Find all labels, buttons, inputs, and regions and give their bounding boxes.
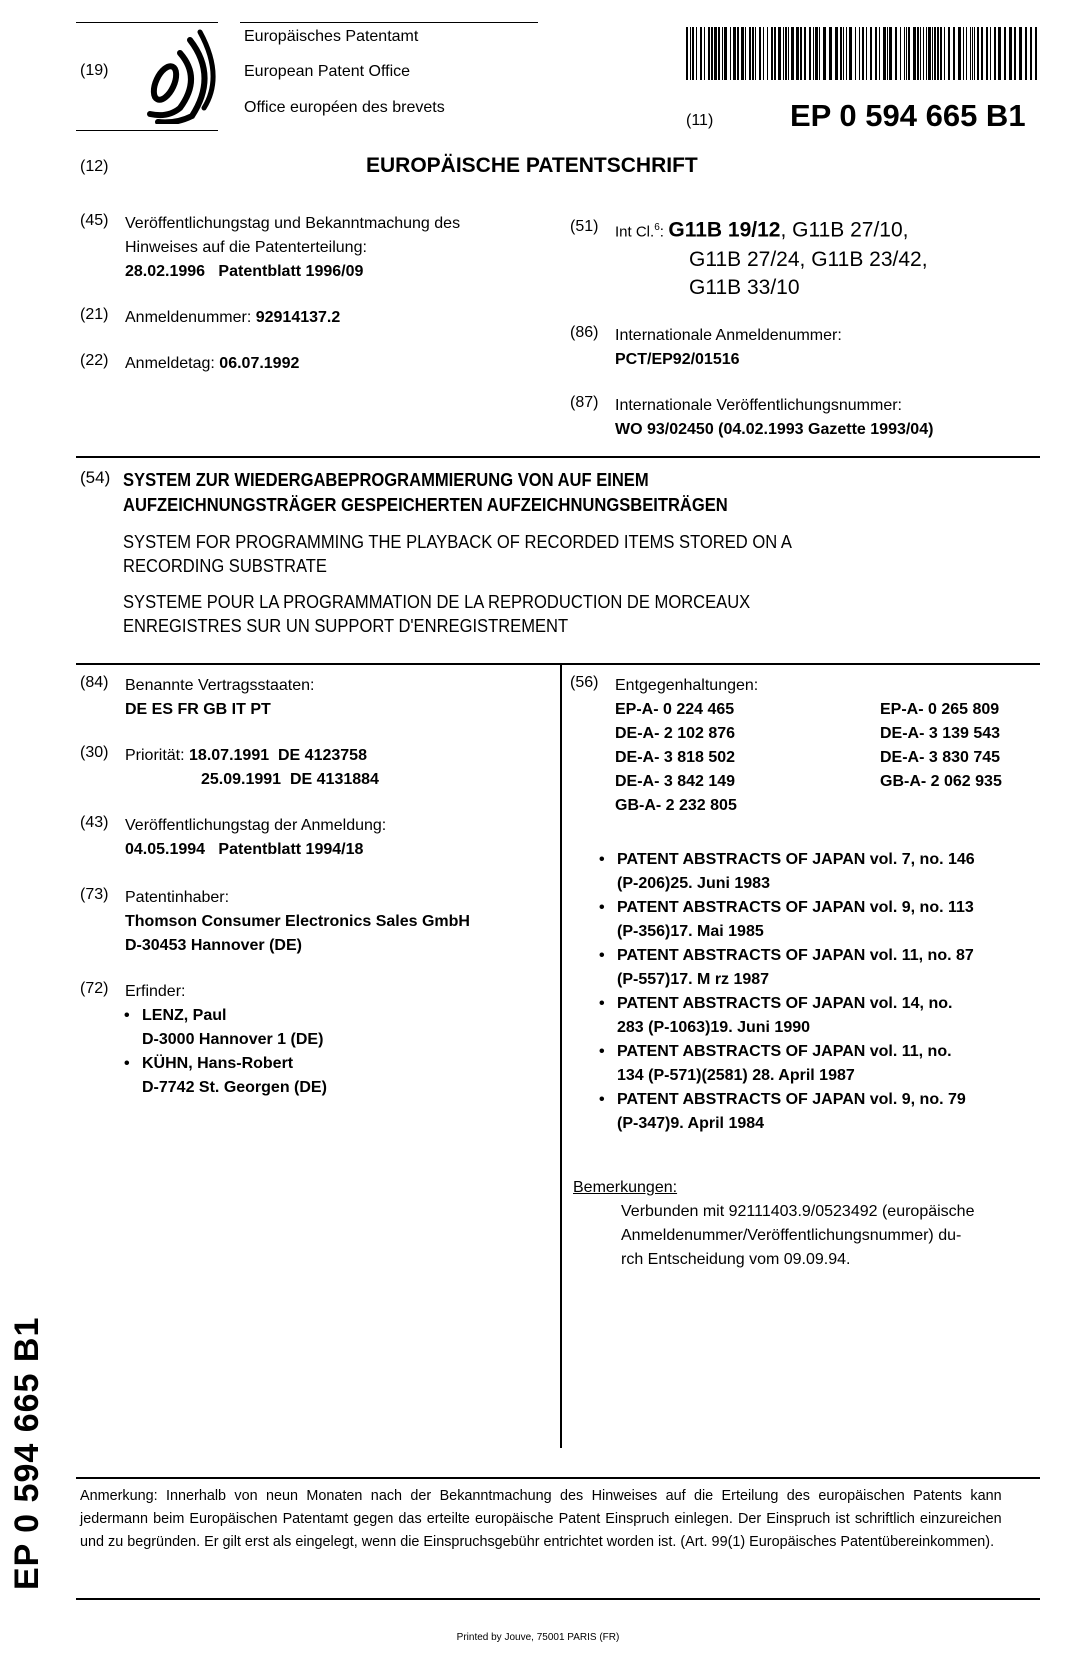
barcode-bar [823,27,826,80]
barcode-bar [755,27,756,80]
abstract-line1: • PATENT ABSTRACTS OF JAPAN vol. 9, no. 113 [617,899,974,916]
section-code: (56) [570,674,599,691]
code-11: (11) [686,112,714,129]
barcode-bar [940,27,942,80]
s87-label: Internationale Veröffentlichungsnummer: [615,397,902,414]
barcode-bar [771,27,773,80]
header-rule-left-top [76,22,218,23]
document-type: EUROPÄISCHE PATENTSCHRIFT [366,154,698,177]
citation: EP-A- 0 224 465 [615,701,735,718]
divider-middle [76,663,1040,665]
s86-value: PCT/EP92/01516 [615,351,740,368]
barcode-bar [937,27,939,80]
title-de-line1: SYSTEM ZUR WIEDERGABEPROGRAMMIERUNG VON AUF EINEM [123,470,649,490]
barcode-bar [819,27,820,80]
s87-value: WO 93/02450 (04.02.1993 Gazette 1993/04) [615,421,934,438]
barcode-bar [1014,27,1016,80]
barcode-bar [788,27,789,80]
section-code: (45) [80,212,109,229]
barcode-bar [759,27,761,80]
section-code: (54) [80,468,111,487]
barcode-bar [749,27,751,80]
barcode-bar [966,27,967,80]
abstract-item [595,944,975,992]
citation-grid [615,698,1076,818]
citation [880,794,1076,818]
barcode-bar [722,27,723,80]
title-en-line2: RECORDING SUBSTRATE [123,556,327,576]
barcode-bar [843,27,844,80]
citation: DE-A- 3 842 149 [615,773,736,790]
barcode-bar [1035,27,1037,80]
section-code: (30) [80,744,109,761]
barcode-bar [774,27,776,80]
barcode-bar [934,27,936,80]
barcode-bar [889,27,892,80]
barcode-bar [785,27,787,80]
barcode-bar [1019,27,1022,80]
s22-value: 06.07.1992 [219,355,300,372]
s56-label: Entgegenhaltungen: [615,677,759,694]
barcode-bar [835,27,838,80]
office-name-en: European Patent Office [244,63,411,80]
barcode-bar [974,27,975,80]
barcode-bar [900,27,901,80]
barcode-bar [1004,27,1006,80]
barcode-bar [855,27,856,80]
section-code: (73) [80,886,109,903]
barcode-bar [800,27,802,80]
barcode-bar [724,27,727,80]
header-rule-mid [240,22,538,23]
s51-primary: G11B 19/12 [668,218,781,242]
section-code: (84) [80,674,109,691]
barcode-bar [948,27,950,80]
sidebar-publication-number: EP 0 594 665 B1 [8,1316,46,1590]
remarks [573,1176,974,1272]
barcode-bar [1025,27,1027,80]
section-code: (51) [570,218,599,235]
barcode-bar [928,27,931,80]
barcode-bar [875,27,877,80]
barcode-bar [714,27,717,80]
barcode-bar [700,27,702,80]
barcode-bar [686,27,688,80]
abstract-line1: • PATENT ABSTRACTS OF JAPAN vol. 9, no. 79 [617,1091,966,1108]
barcode-bar [752,27,754,80]
s45-date: 28.02.1996 [125,263,206,280]
barcode-bar [767,27,768,80]
barcode-bar [862,27,864,80]
s51-label: Int Cl. [615,223,655,241]
s45-label-line1: Veröffentlichungstag und Bekanntmachung des [125,215,461,232]
barcode-bar [953,27,955,80]
citation: GB-A- 2 232 805 [615,797,737,814]
barcode-bar [1030,27,1032,80]
barcode-bar [963,27,964,80]
divider-top [76,456,1040,458]
citation: DE-A- 3 818 502 [615,749,736,766]
citation: DE-A- 3 830 745 [880,749,1001,766]
barcode-bar [887,27,888,80]
s21-label: Anmeldenummer: [125,309,252,326]
title-en-line1: SYSTEM FOR PROGRAMMING THE PLAYBACK OF RECORDED ITEMS STORED ON A [123,532,792,552]
s73-address: D-30453 Hannover (DE) [125,937,302,954]
section-code: (86) [570,324,599,341]
barcode-bar [994,27,996,80]
section-code: (43) [80,814,109,831]
barcode-bar [796,27,799,80]
remarks-line1: Verbunden mit 92111403.9/0523492 (europäische [621,1203,975,1220]
barcode-bar [908,27,910,80]
s73-label: Patentinhaber: [125,889,230,906]
s43-label: Veröffentlichungstag der Anmeldung: [125,817,387,834]
barcode-bar [846,27,847,80]
remarks-line2: Anmeldenummer/Veröffentlichungsnummer) du- [621,1227,962,1244]
abstract-line1: • PATENT ABSTRACTS OF JAPAN vol. 14, no. [617,995,953,1012]
barcode-bar [730,27,731,80]
citation: GB-A- 2 062 935 [880,773,1002,790]
barcode-bar [990,27,991,80]
barcode-bar [778,27,781,80]
barcode-icon [686,27,1040,80]
section-code: (22) [80,352,109,369]
s30-date-2: 25.09.1991 [201,771,282,788]
inventor-item [120,1004,327,1052]
s30-label: Priorität: [125,747,185,764]
barcode-bar [849,27,852,80]
barcode-bar [741,27,744,80]
barcode-bar [958,27,961,80]
section-code: (87) [570,394,599,411]
barcode-bar [917,27,919,80]
s51-line3: G11B 33/10 [689,276,800,300]
header-rule-left-bottom [76,130,218,131]
title-fr-line1: SYSTEME POUR LA PROGRAMMATION DE LA REPRODUCTION DE MORCEAUX [123,592,751,612]
abstract-item [595,1040,975,1088]
s21-value: 92914137.2 [255,309,341,326]
barcode-bar [970,27,971,80]
barcode-bar [815,27,818,80]
barcode-bar [783,27,784,80]
s30-number-1: DE 4123758 [278,747,367,764]
office-name-de: Europäisches Patentamt [244,28,419,45]
abstract-item [595,848,975,896]
barcode-bar [883,27,886,80]
s73-name: Thomson Consumer Electronics Sales GmbH [125,913,470,930]
barcode-bar [981,27,983,80]
abstract-line2: (P-557)17. M rz 1987 [617,971,770,988]
barcode-bar [944,27,945,80]
inventor-name: • LENZ, Paul [142,1007,227,1024]
divider-footer [76,1598,1040,1600]
barcode-bar [690,27,691,80]
barcode-bar [913,27,916,80]
barcode-bar [923,27,924,80]
inventor-item [120,1052,327,1100]
s84-value: DE ES FR GB IT PT [125,701,271,718]
s51-rest-line1: , G11B 27/10, [780,218,909,242]
office-name-fr: Office européen des brevets [244,99,445,116]
patent-abstracts-list [595,848,975,1136]
abstract-item [595,1088,975,1136]
section-code: (21) [80,306,109,323]
barcode-bar [829,27,832,80]
s86-label: Internationale Anmeldenummer: [615,327,842,344]
barcode-bar [763,27,764,80]
barcode-bar [704,27,705,80]
barcode-bar [906,27,907,80]
divider-bottom [76,1477,1040,1479]
barcode-bar [791,27,794,80]
abstract-line1: • PATENT ABSTRACTS OF JAPAN vol. 11, no. [617,1043,952,1060]
barcode-bar [813,27,814,80]
s72-label: Erfinder: [125,983,186,1000]
s43-bulletin: Patentblatt 1994/18 [218,841,364,858]
column-divider [560,664,562,1448]
barcode-bar [737,27,739,80]
barcode-bar [1009,27,1012,80]
barcode-bar [840,27,842,80]
barcode-bar [859,27,860,80]
barcode-bar [733,27,736,80]
inventor-address: D-3000 Hannover 1 (DE) [142,1031,324,1048]
s30-date-1: 18.07.1991 [189,747,270,764]
epo-logo-icon [140,28,220,124]
barcode-bar [879,27,880,80]
s30-number-2: DE 4131884 [289,771,379,788]
barcode-bar [895,27,897,80]
printed-by: Printed by Jouve, 75001 PARIS (FR) [456,1632,620,1643]
title-fr-line2: ENREGISTRES SUR UN SUPPORT D'ENREGISTREMENT [123,616,569,636]
barcode-bar [809,27,811,80]
barcode-bar [998,27,1001,80]
barcode-bar [866,27,867,80]
s84-label: Benannte Vertragsstaaten: [125,677,315,694]
abstract-line2: (P-206)25. Juni 1983 [617,875,770,892]
citation: EP-A- 0 265 809 [880,701,1000,718]
barcode-bar [904,27,905,80]
code-12: (12) [80,158,109,175]
barcode-bar [932,27,933,80]
barcode-bar [696,27,697,80]
barcode-bar [804,27,806,80]
barcode-bar [711,27,713,80]
s22-label: Anmeldetag: [125,355,215,372]
barcode-bar [708,27,710,80]
barcode-bar [745,27,746,80]
remarks-heading: Bemerkungen: [573,1179,678,1196]
legal-note: Anmerkung: Innerhalb von neun Monaten nach der Bekanntmachung des Hinweises auf die Erteilung des europäischen Patents kann jedermann beim Europäischen Patentamt gegen das erteilte europäische Patent Einspruch einlegen. Der Einspruch ist schriftlich einzureichen und zu begründen. Er gilt erst als eingelegt, wenn die Einspruchsgebühr entrichtet worden ist. (Art. 99(1) Europäisches Patentübereinkommen). [80,1487,1002,1550]
barcode-bar [977,27,979,80]
s43-date: 04.05.1994 [125,841,206,858]
inventor-address: D-7742 St. Georgen (DE) [142,1079,327,1096]
abstract-line2: (P-356)17. Mai 1985 [617,923,764,940]
abstract-line2: 283 (P-1063)19. Juni 1990 [617,1019,811,1036]
abstract-item [595,992,975,1040]
abstract-item [595,896,975,944]
s51-line2: G11B 27/24, G11B 23/42, [689,248,928,272]
abstract-line2: (P-347)9. April 1984 [617,1115,765,1132]
title-de-line2: AUFZEICHNUNGSTRÄGER GESPEICHERTEN AUFZEICHNUNGSBEITRÄGEN [123,495,728,515]
remarks-line3: rch Entscheidung vom 09.09.94. [621,1251,851,1268]
abstract-line1: • PATENT ABSTRACTS OF JAPAN vol. 11, no. 87 [617,947,974,964]
barcode-bar [972,27,973,80]
citation: DE-A- 3 139 543 [880,725,1001,742]
code-19: (19) [80,62,109,79]
barcode-bar [692,27,694,80]
barcode-bar [718,27,720,80]
barcode-bar [926,27,927,80]
section-code: (72) [80,980,109,997]
barcode-bar [920,27,921,80]
citation: DE-A- 2 102 876 [615,725,736,742]
abstract-line2: 134 (P-571)(2581) 28. April 1987 [617,1067,855,1084]
abstract-line1: • PATENT ABSTRACTS OF JAPAN vol. 7, no. 146 [617,851,975,868]
s51-superscript: 6 [654,222,660,233]
publication-number: EP 0 594 665 B1 [790,98,1026,133]
s45-label-line2: Hinweises auf die Patenterteilung: [125,239,367,256]
inventor-name: • KÜHN, Hans-Robert [142,1055,294,1072]
barcode-bar [986,27,988,80]
s45-bulletin: Patentblatt 1996/09 [218,263,364,280]
barcode-bar [870,27,872,80]
